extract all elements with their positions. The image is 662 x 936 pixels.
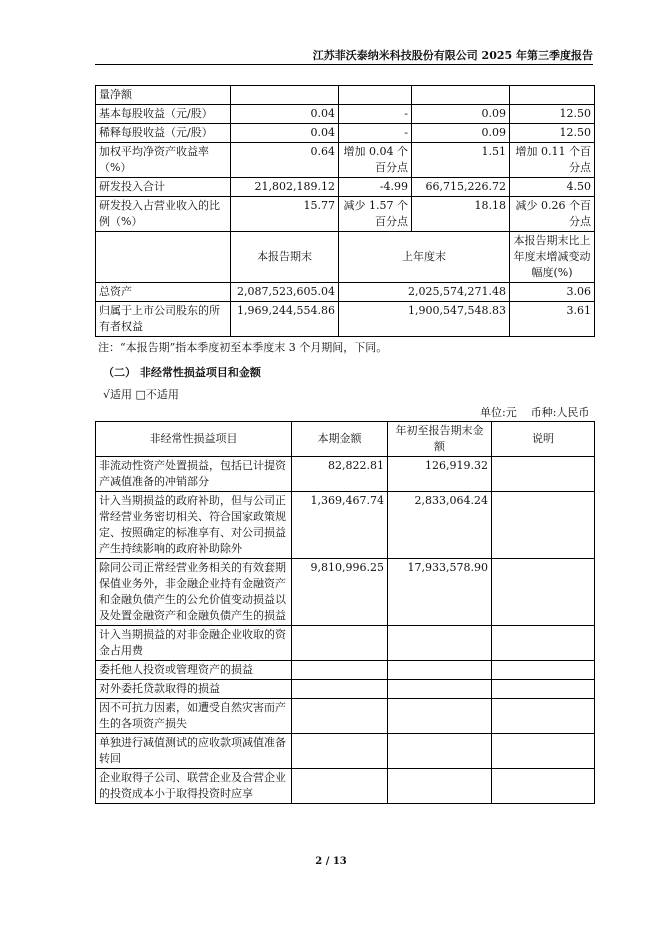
cell: 0.04 — [231, 124, 339, 143]
cell — [492, 457, 595, 492]
table-header-row — [96, 422, 595, 457]
cell — [388, 680, 492, 699]
cell — [292, 734, 388, 769]
table-row — [96, 626, 595, 661]
column-header: 说明 — [492, 422, 595, 457]
cell — [492, 559, 595, 626]
row-label: 总资产 — [96, 283, 231, 302]
table-row — [96, 734, 595, 769]
row-label: 研发投入合计 — [96, 178, 231, 197]
cell — [388, 734, 492, 769]
cell — [492, 699, 595, 734]
cell: 3.06 — [510, 283, 595, 302]
cell: 12.50 — [510, 124, 595, 143]
cell: 增加 0.11 个百分点 — [510, 143, 595, 178]
non-recurring-items-table — [95, 421, 595, 804]
row-label: 基本每股收益（元/股） — [96, 105, 231, 124]
cell: - — [339, 124, 412, 143]
page-number: 2 / 13 — [315, 856, 347, 867]
cell: 2,025,574,271.48 — [339, 283, 510, 302]
table-row — [96, 680, 595, 699]
cell: 17,933,578.90 — [388, 559, 492, 626]
cell — [292, 769, 388, 804]
cell: 82,822.81 — [292, 457, 388, 492]
cell — [492, 680, 595, 699]
cell: 0.04 — [231, 105, 339, 124]
row-label: 研发投入占营业收入的比例（%） — [96, 197, 231, 232]
cell — [388, 626, 492, 661]
table-row — [96, 302, 595, 337]
table-row — [96, 143, 595, 178]
cell: 9,810,996.25 — [292, 559, 388, 626]
cell: 0.64 — [231, 143, 339, 178]
column-header: 本报告期末比上年度末增减变动幅度(%) — [510, 232, 595, 283]
table-row — [96, 86, 595, 105]
item-cell: 因不可抗力因素，如遭受自然灾害而产生的各项资产损失 — [96, 699, 292, 734]
row-label: 加权平均净资产收益率（%） — [96, 143, 231, 178]
cell: 2,087,523,605.04 — [231, 283, 339, 302]
table-row — [96, 661, 595, 680]
cell: 21,802,189.12 — [231, 178, 339, 197]
cell: 18.18 — [412, 197, 510, 232]
cell — [492, 661, 595, 680]
table-row — [96, 559, 595, 626]
cell — [292, 661, 388, 680]
cell: -4.99 — [339, 178, 412, 197]
column-header: 非经常性损益项目 — [96, 422, 292, 457]
table-row — [96, 105, 595, 124]
item-cell: 单独进行减值测试的应收款项减值准备转回 — [96, 734, 292, 769]
cell — [492, 492, 595, 559]
table-row — [96, 699, 595, 734]
item-cell: 企业取得子公司、联营企业及合营企业的投资成本小于取得投资时应享 — [96, 769, 292, 804]
cell: 减少 0.26 个百分点 — [510, 197, 595, 232]
cell: 0.09 — [412, 124, 510, 143]
cell: 1,969,244,554.86 — [231, 302, 339, 337]
item-cell: 除同公司正常经营业务相关的有效套期保值业务外，非金融企业持有金融资产和金融负债产生的公允价值变动损益以及处置金融资产和金融负债产生的损益 — [96, 559, 292, 626]
cell: 15.77 — [231, 197, 339, 232]
cell: 126,919.32 — [388, 457, 492, 492]
cell: 减少 1.57 个百分点 — [339, 197, 412, 232]
table-row — [96, 197, 595, 232]
item-cell: 非流动性资产处置损益，包括已计提资产减值准备的冲销部分 — [96, 457, 292, 492]
cell: 1.51 — [412, 143, 510, 178]
cell — [292, 680, 388, 699]
cell: 4.50 — [510, 178, 595, 197]
item-cell: 对外委托贷款取得的损益 — [96, 680, 292, 699]
cell — [510, 86, 595, 105]
key-financials-table — [95, 85, 595, 337]
cell — [231, 86, 339, 105]
cell — [388, 769, 492, 804]
cell: 1,900,547,548.83 — [339, 302, 510, 337]
applicable-checkbox-line: √适用 □不适用 — [103, 388, 179, 401]
section-title: （二） 非经常性损益项目和金额 — [103, 366, 261, 379]
item-cell: 计入当期损益的对非金融企业收取的资金占用费 — [96, 626, 292, 661]
cell — [492, 626, 595, 661]
table-row — [96, 178, 595, 197]
cell: 1,369,467.74 — [292, 492, 388, 559]
row-label: 归属于上市公司股东的所有者权益 — [96, 302, 231, 337]
row-label: 稀释每股收益（元/股） — [96, 124, 231, 143]
item-cell: 计入当期损益的政府补助，但与公司正常经营业务密切相关、符合国家政策规定、按照确定的标准享有、对公司损益产生持续影响的政府补助除外 — [96, 492, 292, 559]
cell — [292, 699, 388, 734]
table-row — [96, 124, 595, 143]
table-row — [96, 283, 595, 302]
cell — [492, 769, 595, 804]
column-header: 上年度末 — [339, 232, 510, 283]
unit-label: 单位:元 币种:人民币 — [480, 406, 590, 419]
table-row — [96, 769, 595, 804]
cell — [388, 699, 492, 734]
column-header: 本期金额 — [292, 422, 388, 457]
header-rule — [95, 64, 593, 65]
cell: 2,833,064.24 — [388, 492, 492, 559]
cell — [388, 661, 492, 680]
cell: 增加 0.04 个百分点 — [339, 143, 412, 178]
column-header: 年初至报告期末金额 — [388, 422, 492, 457]
cell — [292, 626, 388, 661]
cell — [412, 86, 510, 105]
cell: 12.50 — [510, 105, 595, 124]
footnote: 注：“本报告期”指本季度初至本季度末 3 个月期间，下同。 — [98, 341, 388, 354]
cell: 0.09 — [412, 105, 510, 124]
cell — [96, 232, 231, 283]
cell — [492, 734, 595, 769]
cell: 66,715,226.72 — [412, 178, 510, 197]
table-row — [96, 457, 595, 492]
table-subheader-row — [96, 232, 595, 283]
item-cell: 委托他人投资或管理资产的损益 — [96, 661, 292, 680]
report-header: 江苏菲沃泰纳米科技股份有限公司 2025 年第三季度报告 — [312, 49, 593, 62]
cell — [339, 86, 412, 105]
cell: - — [339, 105, 412, 124]
row-label: 量净额 — [96, 86, 231, 105]
column-header: 本报告期末 — [231, 232, 339, 283]
cell: 3.61 — [510, 302, 595, 337]
table-row — [96, 492, 595, 559]
